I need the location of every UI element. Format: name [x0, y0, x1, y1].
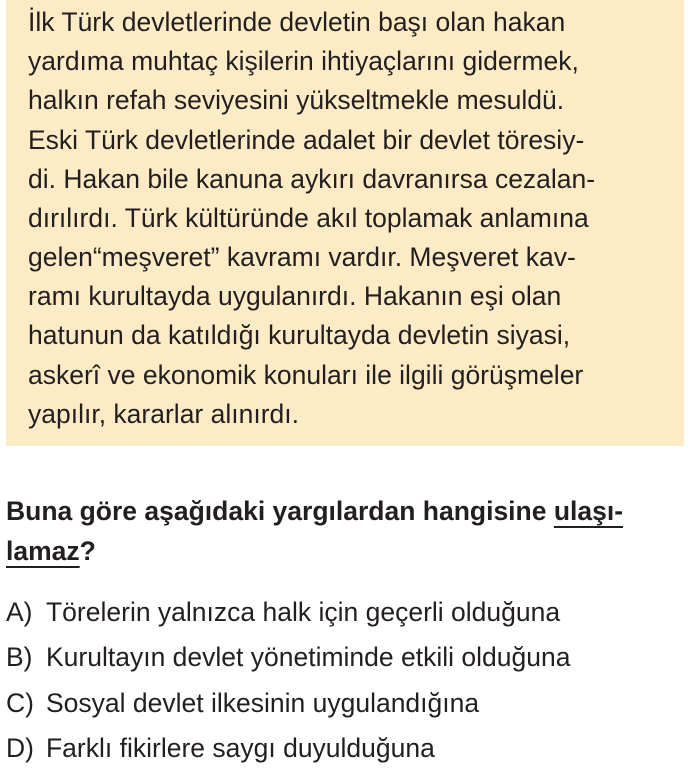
option-text: Sosyal devlet ilkesinin uygulandığına	[46, 688, 480, 718]
passage-line: yardıma muhtaç kişilerin ihtiyaçlarını gidermek,	[28, 46, 579, 76]
option-d[interactable]	[6, 728, 435, 768]
option-text: Kurultayın devlet yönetiminde etkili olduğuna	[46, 642, 571, 672]
passage-line: gelen“meşveret” kavramı vardır. Meşveret kav-	[28, 242, 576, 272]
passage-line: hatunun da katıldığı kurultayda devletin siyasi,	[28, 320, 571, 350]
question-mark: ?	[79, 536, 96, 566]
question-text: Buna göre aşağıdaki yargılardan hangisine	[6, 496, 554, 526]
passage-line: yapılır, kararlar alınırdı.	[28, 399, 299, 429]
question-line-1	[6, 491, 623, 531]
question-negation-underlined: lamaz	[6, 536, 80, 566]
passage-line: Eski Türk devletlerinde adalet bir devlet töresiy-	[28, 125, 585, 155]
option-text: Törelerin yalnızca halk için geçerli olduğuna	[46, 597, 561, 627]
option-c[interactable]	[6, 683, 479, 723]
option-text: Farklı fikirlere saygı duyulduğuna	[46, 733, 435, 763]
option-a[interactable]	[6, 592, 560, 632]
option-letter: A)	[6, 597, 33, 627]
option-letter: D)	[6, 733, 34, 763]
passage-line: askerî ve ekonomik konuları ile ilgili görüşmeler	[28, 360, 584, 390]
option-letter: B)	[6, 642, 33, 672]
passage-line: İlk Türk devletlerinde devletin başı olan hakan	[28, 7, 566, 37]
passage-line: di. Hakan bile kanuna aykırı davranırsa cezalan-	[28, 164, 596, 194]
option-letter: C)	[6, 688, 34, 718]
option-b[interactable]	[6, 637, 570, 677]
passage-line: dırılırdı. Türk kültüründe akıl toplamak anlamına	[28, 203, 589, 233]
question-negation-underlined: ulaşı-	[553, 496, 624, 526]
passage-line: halkın refah seviyesini yükseltmekle mesuldü.	[28, 85, 565, 115]
question-line-2	[6, 531, 96, 571]
passage-line: ramı kurultayda uygulanırdı. Hakanın eşi olan	[28, 281, 562, 311]
